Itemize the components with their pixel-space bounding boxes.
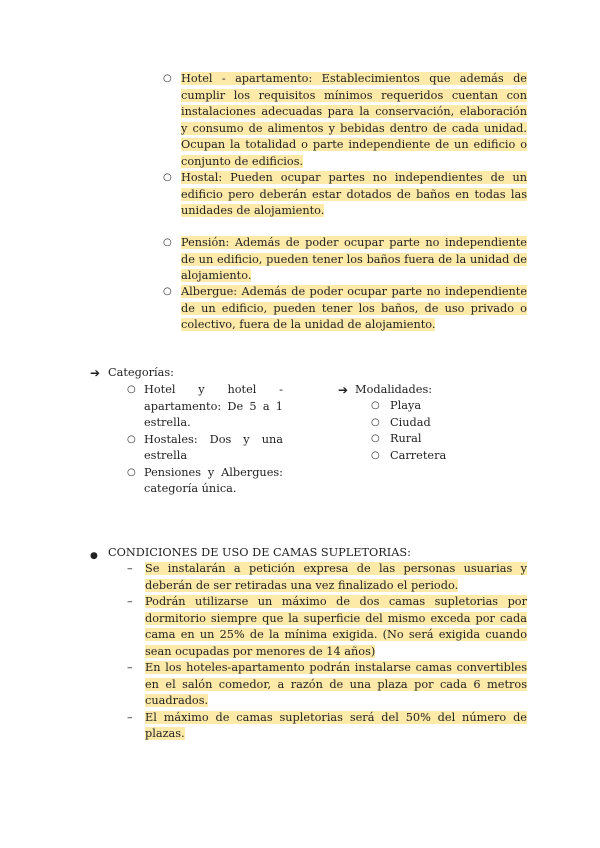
hotel-apartamento-item — [163, 71, 527, 170]
hollow-bullet-icon: ○ — [127, 433, 136, 445]
hollow-bullet-icon: ○ — [163, 237, 172, 248]
pension-text: Pensión: Además de poder ocupar parte no independiente de un edificio, pueden tener los baños fuera de la unidad de alojamiento. — [181, 236, 527, 282]
hotel-apartamento-text: Hotel - apartamento: Establecimientos que además de cumplir los requisitos mínimos requeridos cuentan con instalaciones adecuadas para la conservación, elaboración y consumo de alimentos y bebidas dentro de cada unidad. Ocupan la totalidad o parte independiente de un edificio o conjunto de edificios. — [181, 72, 527, 168]
hostal-item — [163, 170, 527, 220]
list-item — [127, 382, 283, 432]
pension-item — [163, 235, 527, 285]
list-item — [371, 448, 446, 465]
condicion-text: En los hoteles-apartamento podrán instalarse camas convertibles en el salón comedor, a razón de una plaza por cada 6 metros cuadrados. — [145, 661, 527, 707]
condicion-text: El máximo de camas supletorias será del 50% del número de plazas. — [145, 710, 527, 740]
hollow-bullet-icon: ○ — [127, 466, 136, 478]
dash-bullet-icon: – — [127, 661, 133, 674]
hollow-bullet-icon: ○ — [371, 433, 380, 444]
hollow-bullet-icon: ○ — [163, 73, 172, 84]
dash-bullet-icon: – — [127, 710, 133, 724]
hollow-bullet-icon: ○ — [371, 416, 380, 428]
dash-bullet-icon: – — [127, 562, 133, 575]
list-item — [371, 415, 446, 432]
modalidad-rural: Rural — [390, 432, 422, 445]
categoria-hostales-text: Hostales: Dos y una estrella — [144, 432, 283, 462]
condicion-text: Se instalarán a petición expresa de las personas usuarias y deberán de ser retiradas una vez finalizado el periodo. — [145, 562, 527, 592]
condicion-text: Podrán utilizarse un máximo de dos camas supletorias por dormitorio siempre que la superficie del mismo exceda por cada cama en un 25% de la mínima exigida. (No será exigida cuando sean ocupadas por menores de 14 años) — [145, 595, 527, 658]
filled-bullet-icon: ● — [90, 551, 98, 561]
categorias-heading: Categorías: — [108, 366, 174, 379]
modalidades-list — [371, 398, 446, 464]
hollow-bullet-icon: ○ — [163, 286, 172, 297]
albergue-item — [163, 284, 527, 334]
albergue-text: Albergue: Además de poder ocupar parte no independiente de un edificio, pueden tener los baños, de uso privado o colectivo, fuera de la unidad de alojamiento. — [181, 285, 527, 331]
categorias-list — [127, 382, 283, 498]
list-item — [127, 660, 527, 710]
modalidad-carretera: Carretera — [390, 448, 447, 462]
modalidad-playa: Playa — [390, 399, 422, 412]
list-item — [127, 561, 527, 594]
list-item — [371, 431, 446, 448]
hollow-bullet-icon: ○ — [163, 172, 172, 183]
hollow-bullet-icon: ○ — [127, 384, 136, 395]
list-item — [127, 594, 527, 660]
condiciones-heading: CONDICIONES DE USO DE CAMAS SUPLETORIAS: — [108, 546, 411, 559]
list-item — [127, 465, 283, 498]
arrow-right-icon: ➔ — [338, 383, 349, 397]
list-item — [371, 398, 446, 415]
dash-bullet-icon: – — [127, 595, 133, 608]
list-item — [127, 432, 283, 465]
hollow-bullet-icon: ○ — [371, 449, 380, 461]
arrow-right-icon: ➔ — [90, 366, 101, 380]
modalidad-ciudad: Ciudad — [390, 415, 431, 429]
categoria-hotel-text: Hotel y hotel - apartamento: De 5 a 1 estrella. — [144, 383, 283, 429]
hostal-text: Hostal: Pueden ocupar partes no independientes de un edificio pero deberán estar dotados de baños en todas las unidades de alojamiento. — [181, 171, 527, 217]
condiciones-list — [127, 561, 527, 743]
hollow-bullet-icon: ○ — [371, 400, 380, 411]
list-item — [127, 710, 527, 743]
categoria-pensiones-text: Pensiones y Albergues: categoría única. — [144, 465, 283, 495]
modalidades-heading: Modalidades: — [355, 383, 433, 396]
